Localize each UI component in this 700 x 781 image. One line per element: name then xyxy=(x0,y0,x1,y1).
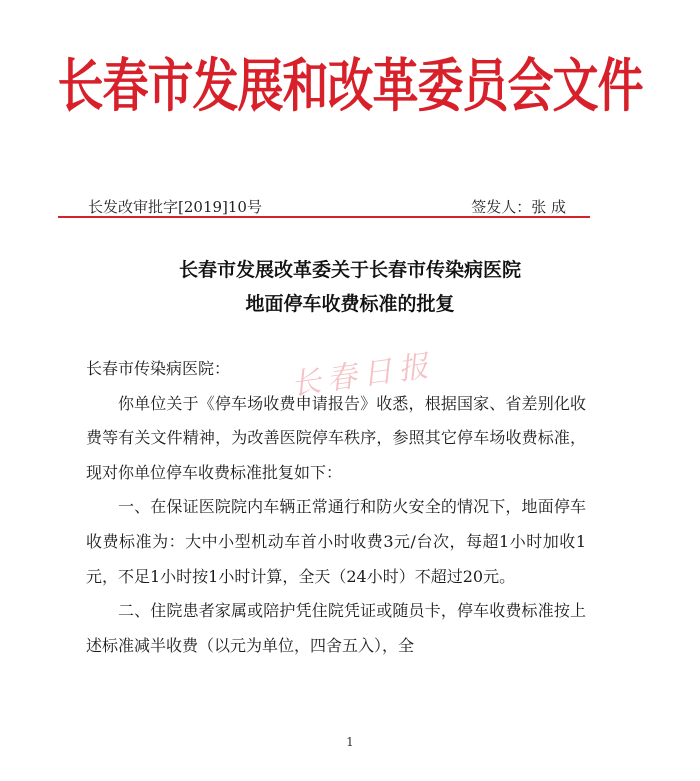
document-title-line1: 长春市发展改革委关于长春市传染病医院 xyxy=(178,259,521,281)
paragraph-1: 你单位关于《停车场收费申请报告》收悉，根据国家、省差别化收费等有关文件精神，为改善医院停车秩序，参照其它停车场收费标准，现对你单位停车收费标准批复如下： xyxy=(86,393,586,482)
page-number: 1 xyxy=(346,735,354,749)
document-body xyxy=(86,352,586,663)
paragraph-2: 一、在保证医院院内车辆正常通行和防火安全的情况下，地面停车收费标准为：大中小型机动车首小时收费3元/台次，每超1小时加收1元，不足1小时按1小时计算，全天（24小时）不超过20元。 xyxy=(86,497,586,586)
reference-row xyxy=(88,196,566,216)
letterhead-title: 长春市发展和改革委员会文件 xyxy=(57,51,643,120)
salutation: 长春市传染病医院： xyxy=(86,359,231,378)
signer: 签发人：张 成 xyxy=(471,198,566,216)
newspaper-watermark: 长春日报 xyxy=(288,348,437,403)
document-number: 长发改审批字[2019]10号 xyxy=(88,198,262,216)
document-title-line2: 地面停车收费标准的批复 xyxy=(245,293,455,315)
paragraph-3: 二、住院患者家属或陪护凭住院凭证或随员卡，停车收费标准按上述标准减半收费（以元为单位，四舍五入），全 xyxy=(86,601,586,655)
red-divider xyxy=(58,216,590,218)
